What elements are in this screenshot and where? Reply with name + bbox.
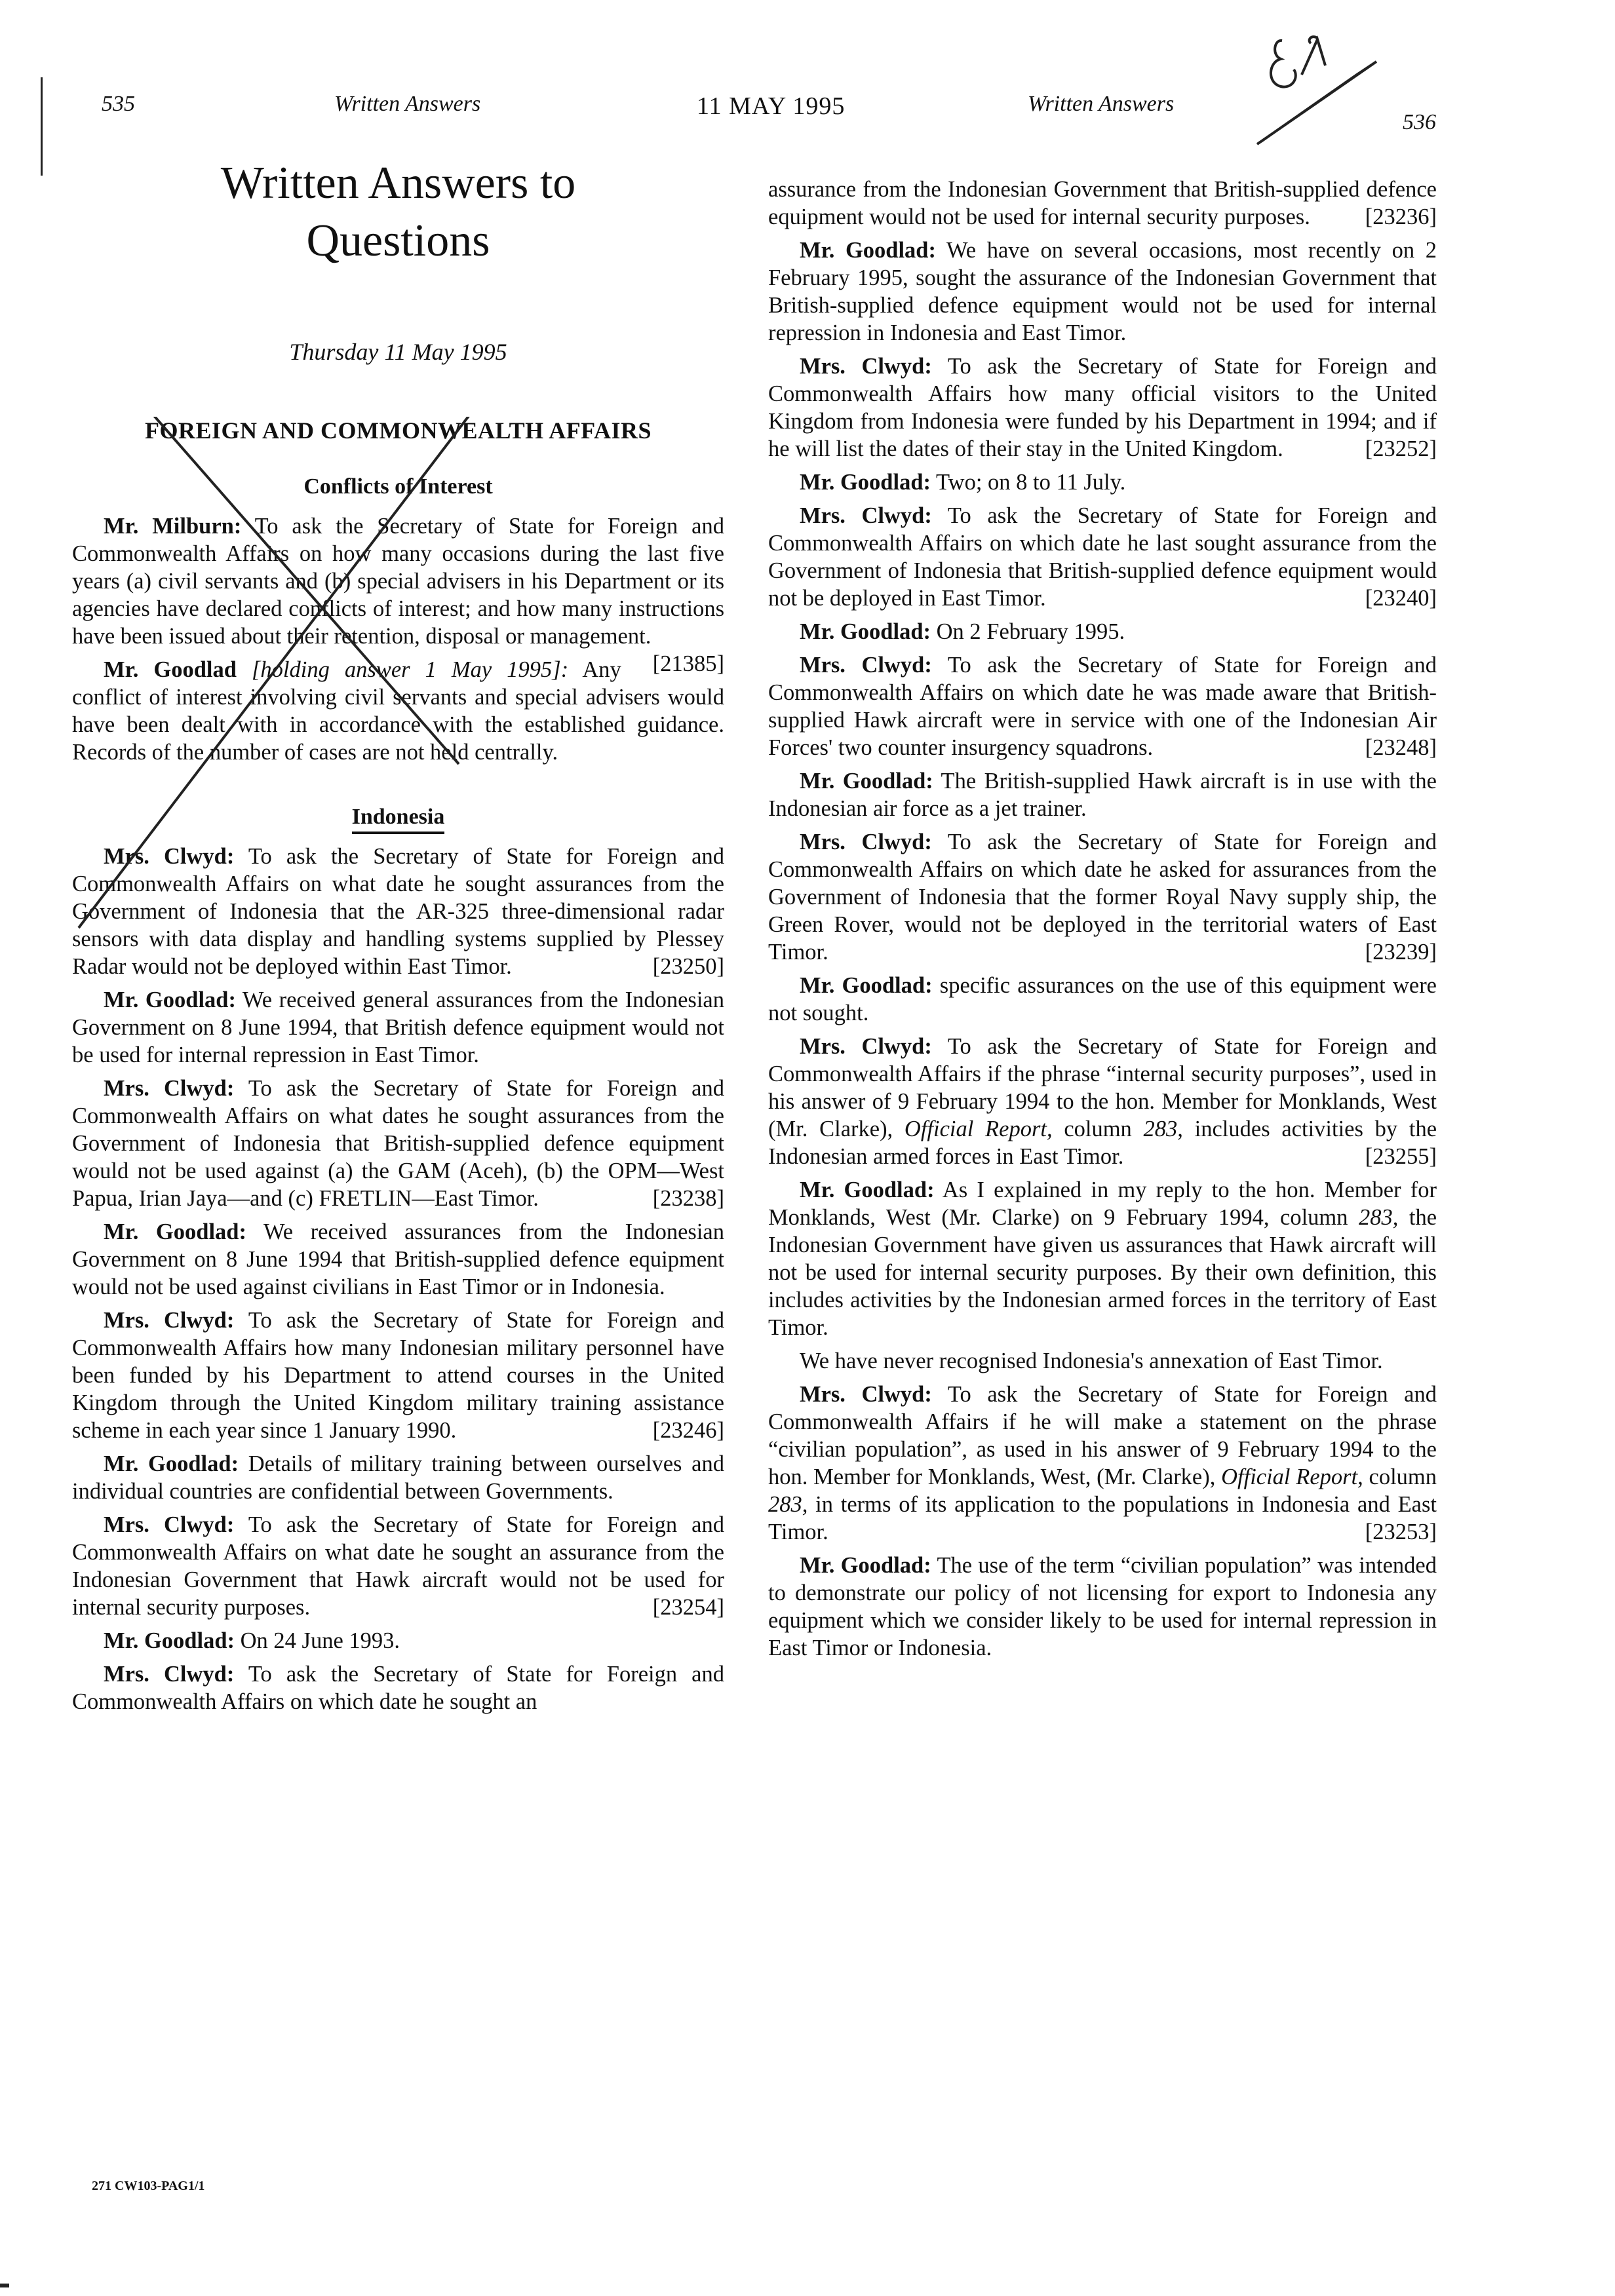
answer-block: Mr. Goodlad: Details of military training between ourselves and individual countries are confidential between Governments.	[72, 1451, 724, 1504]
answer-block: Mr. Goodlad: specific assurances on the use of this equipment were not sought.	[768, 973, 1437, 1025]
crossed-out-section	[72, 417, 724, 766]
speaker: Mr. Goodlad	[104, 657, 237, 682]
answer-block: Mr. Goodlad: As I explained in my reply to the hon. Member for Monklands, West (Mr. Clarke) on 9 February 1994, column 283, the Indonesian Government have given us assurances that Hawk aircraft will not be used for internal security purposes. By their own definition, this includes activities by the Indonesian armed forces in the territory of East Timor.	[768, 1177, 1437, 1340]
question-block: Mrs. Clwyd: To ask the Secretary of State for Foreign and Commonwealth Affairs how many official visitors to the United Kingdom from Indonesia were funded by his Department in 1994; and if he will list the dates of their stay in the United Kingdom. [23252]	[768, 354, 1437, 461]
margin-line	[41, 77, 43, 176]
sitting-date: Thursday 11 May 1995	[289, 339, 507, 365]
header-date: 11 MAY 1995	[697, 92, 846, 120]
question-block: Mrs. Clwyd: To ask the Secretary of State for Foreign and Commonwealth Affairs if he will make a statement on the phrase “civilian population”, as used in his answer of 9 February 1994 to the hon. Member for Monklands, West, (Mr. Clarke), Official Report, column 283, in terms of its application to the populations in Indonesia and East Timor. [23253]	[768, 1382, 1437, 1544]
question-block: Mrs. Clwyd: To ask the Secretary of State for Foreign and Commonwealth Affairs on what date he sought assurances from the Government of Indonesia that the AR-325 three-dimensional radar sensors with data display and handling systems supplied by Plessey Radar would not be deployed within East Timor. [23250]	[72, 844, 724, 979]
question-block: Mrs. Clwyd: To ask the Secretary of State for Foreign and Commonwealth Affairs on what date he sought an assurance from the Indonesian Government that Hawk aircraft would not be used for internal security purposes. [23254]	[72, 1512, 724, 1620]
print-code: 271 CW103-PAG1/1	[92, 2179, 205, 2193]
question-block: Mrs. Clwyd: To ask the Secretary of State for Foreign and Commonwealth Affairs how many Indonesian military personnel have been funded by his Department to attend courses in the United Kingdom through the United Kingdom military training assistance scheme in each year since 1 January 1990. [23246]	[72, 1308, 724, 1443]
question-milburn: Mr. Milburn: To ask the Secretary of State for Foreign and Commonwealth Affairs on how many occasions during the last five years (a) civil servants and (b) special advisers in his Department or its agencies have declared conflicts of interest; and how many instructions have been issued about their retention, disposal or management. [21385]	[72, 514, 724, 676]
running-head-right: Written Answers	[1028, 92, 1175, 116]
answer-block: Mr. Goodlad: We received assurances from the Indonesian Government on 8 June 1994 that British-supplied defence equipment would not be used against civilians in East Timor or in Indonesia.	[72, 1219, 724, 1299]
running-head-left: Written Answers	[334, 92, 481, 116]
right-column	[768, 176, 1437, 1668]
page-title-line1: Written Answers to	[220, 158, 576, 208]
subheading-indonesia: Indonesia	[72, 803, 724, 831]
answer-block: Mr. Goodlad: The British-supplied Hawk aircraft is in use with the Indonesian air force as a jet trainer.	[768, 769, 1437, 821]
question-continued: assurance from the Indonesian Government that British-supplied defence equipment would not be used for internal security purposes. [23236]	[768, 177, 1437, 229]
answer-block: Mr. Goodlad: Two; on 8 to 11 July.	[800, 470, 1126, 495]
answer-block: Mr. Goodlad: We received general assurances from the Indonesian Government on 8 June 1994, that British defence equipment would not be used for internal repression in East Timor.	[72, 987, 724, 1067]
speaker: Mr. Milburn:	[104, 514, 242, 539]
department-heading: FOREIGN AND COMMONWEALTH AFFAIRS	[144, 417, 652, 444]
answer-block: Mr. Goodlad: On 24 June 1993.	[104, 1628, 400, 1653]
answer-block: Mr. Goodlad: We have on several occasions, most recently on 2 February 1995, sought the assurance of the Indonesian Government that British-supplied defence equipment would not be used for internal repression in Indonesia and East Timor.	[768, 238, 1437, 345]
answer-block: Mr. Goodlad: The use of the term “civilian population” was intended to demonstrate our policy of not licensing for export to Indonesia any equipment which we consider likely to be used for internal repression in East Timor or Indonesia.	[768, 1553, 1437, 1660]
page-title-line2: Questions	[306, 216, 490, 266]
page-number-right: 536	[1403, 110, 1436, 134]
scan-edge-mark	[0, 2284, 9, 2287]
subheading-conflicts: Conflicts of Interest	[303, 474, 493, 499]
question-block: Mrs. Clwyd: To ask the Secretary of State for Foreign and Commonwealth Affairs on which date he sought an	[72, 1662, 724, 1714]
left-column	[72, 155, 724, 1721]
handwritten-mark	[1239, 26, 1403, 151]
page-number-left: 535	[102, 92, 135, 116]
answer-block: Mr. Goodlad: On 2 February 1995.	[800, 619, 1125, 644]
answer-goodlad-holding: Mr. Goodlad [holding answer 1 May 1995]: Any conflict of interest involving civil servants and special advisers would have been dealt with in accordance with the established guidance. Records of the number of cases are not held centrally.	[72, 657, 724, 765]
question-block: Mrs. Clwyd: To ask the Secretary of State for Foreign and Commonwealth Affairs on what dates he sought assurances from the Government of Indonesia that British-supplied defence equipment would not be used against (a) the GAM (Aceh), (b) the OPM—West Papua, Irian Jaya—and (c) FRETLIN—East Timor. [23238]	[72, 1076, 724, 1211]
question-block: Mrs. Clwyd: To ask the Secretary of State for Foreign and Commonwealth Affairs on which date he last sought assurance from the Government of Indonesia that British-supplied defence equipment would not be deployed in East Timor. [23240]	[768, 503, 1437, 611]
question-block: Mrs. Clwyd: To ask the Secretary of State for Foreign and Commonwealth Affairs on which date he was made aware that British-supplied Hawk aircraft were in service with one of the Indonesian Air Forces' two counter insurgency squadrons. [23248]	[768, 653, 1437, 760]
ref-number: [21385]	[652, 651, 724, 676]
holding-answer: [holding answer 1 May 1995]:	[252, 657, 569, 682]
question-block: Mrs. Clwyd: To ask the Secretary of State for Foreign and Commonwealth Affairs if the phrase “internal security purposes”, used in his answer of 9 February 1994 to the hon. Member for Monklands, West (Mr. Clarke), Official Report, column 283, includes activities by the Indonesian armed forces in East Timor. [23255]	[768, 1034, 1437, 1169]
answer-paragraph: We have never recognised Indonesia's annexation of East Timor.	[800, 1349, 1383, 1373]
question-block: Mrs. Clwyd: To ask the Secretary of State for Foreign and Commonwealth Affairs on which date he asked for assurances from the Government of Indonesia that the former Royal Navy supply ship, the Green Rover, would not be deployed in the territorial waters of East Timor. [23239]	[768, 830, 1437, 965]
